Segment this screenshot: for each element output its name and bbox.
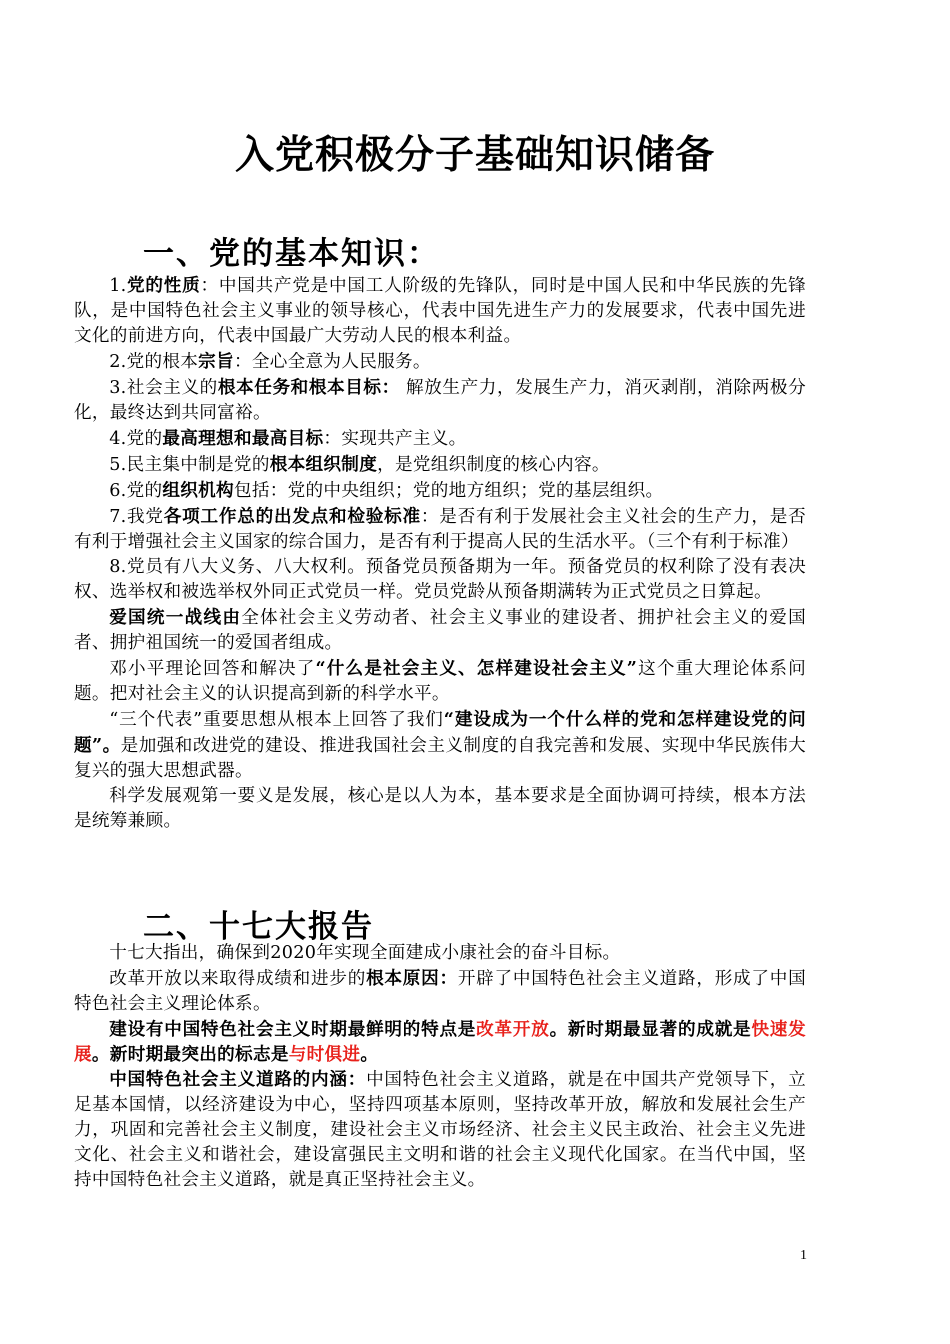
item-highest-ideal: 4.党的最高理想和最高目标：实现共产主义。 xyxy=(109,428,467,449)
item-member-duties: 8.党员有八大义务、八大权利。预备党员预备期为一年。预备党员的权利除了没有表决权、选举权和被选举权外同正式党员一样。党员党龄从预备期满转为正式党员之日算起。 xyxy=(74,557,806,602)
document-body xyxy=(74,273,806,834)
item-work-standard: 7.我党各项工作总的出发点和检验标准：是否有利于发展社会主义社会的生产力，是否有利于增强社会主义国家的综合国力，是否有利于提高人民的生活水平。（三个有利于标准） xyxy=(74,506,806,552)
section2-body xyxy=(74,941,806,1193)
paragraph-era-features: 建设有中国特色社会主义时期最鲜明的特点是改革开放。新时期最显著的成就是快速发展。新时期最突出的标志是与时俱进。 xyxy=(74,1019,806,1065)
paragraph-socialist-road: 中国特色社会主义道路的内涵：中国特色社会主义道路，就是在中国共产党领导下，立足基本国情，以经济建设为中心，坚持四项基本原则，坚持改革开放，解放和发展社会生产力，巩固和完善社会主义制度，建设社会主义市场经济、社会主义民主政治、社会主义先进文化、社会主义和谐社会，建设富强民主文明和谐的社会主义现代化国家。在当代中国，坚持中国特色社会主义道路，就是真正坚持社会主义。 xyxy=(74,1069,807,1190)
page-number: 1 xyxy=(800,1248,807,1263)
section-heading-basic-knowledge: 一、党的基本知识： xyxy=(143,236,440,272)
item-organization: 6.党的组织机构包括：党的中央组织；党的地方组织；党的基层组织。 xyxy=(109,480,664,501)
item-party-nature: 1.党的性质：中国共产党是中国工人阶级的先锋队，同时是中国人民和中华民族的先锋队，是中国特色社会主义事业的领导核心，代表中国先进生产力的发展要求，代表中国先进文化的前进方向，代表中国最广大劳动人民的根本利益。 xyxy=(74,275,806,346)
item-socialism-task: 3.社会主义的根本任务和根本目标： 解放生产力，发展生产力，消灭剥削，消除两极分化，最终达到共同富裕。 xyxy=(74,377,806,423)
page-title: 入党积极分子基础知识储备 xyxy=(234,133,715,178)
section-heading-17th-report: 二、十七大报告 xyxy=(143,909,374,945)
paragraph-united-front: 爱国统一战线由全体社会主义劳动者、社会主义事业的建设者、拥护社会主义的爱国者、拥护祖国统一的爱国者组成。 xyxy=(74,607,806,653)
paragraph-deng-theory: 邓小平理论回答和解决了“什么是社会主义、怎样建设社会主义”这个重大理论体系问题。把对社会主义的认识提高到新的科学水平。 xyxy=(74,658,806,704)
item-democratic-centralism: 5.民主集中制是党的根本组织制度，是党组织制度的核心内容。 xyxy=(109,454,610,475)
item-party-purpose: 2.党的根本宗旨：全心全意为人民服务。 xyxy=(109,351,431,372)
paragraph-three-represents: “三个代表”重要思想从根本上回答了我们“建设成为一个什么样的党和怎样建设党的问题”。是加强和改进党的建设、推进我国社会主义制度的自我完善和发展、实现中华民族伟大复兴的强大思想武器。 xyxy=(74,709,806,781)
paragraph-scientific-development: 科学发展观第一要义是发展，核心是以人为本，基本要求是全面协调可持续，根本方法是统筹兼顾。 xyxy=(74,786,806,831)
paragraph-fundamental-reason: 改革开放以来取得成绩和进步的根本原因：开辟了中国特色社会主义道路，形成了中国特色社会主义理论体系。 xyxy=(74,968,806,1014)
paragraph-xiaokang-goal: 十七大指出，确保到2020年实现全面建成小康社会的奋斗目标。 xyxy=(109,943,621,963)
